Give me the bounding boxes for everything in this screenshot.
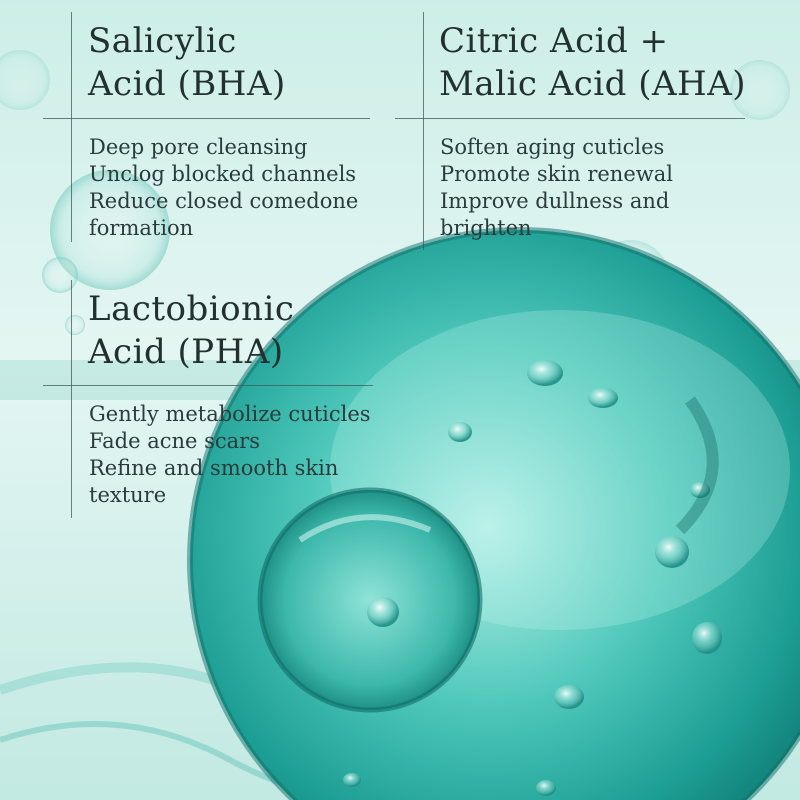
- benefit-item: Soften aging cuticles: [440, 135, 665, 159]
- divider-horizontal: [43, 385, 373, 386]
- benefit-item: Promote skin renewal: [440, 162, 673, 186]
- benefit-item: Fade acne scars: [89, 429, 260, 453]
- section-title: [439, 20, 746, 106]
- title-line: Lactobionic: [88, 289, 295, 329]
- benefit-item: Improve dullness and: [440, 189, 670, 213]
- section-title: [88, 20, 286, 106]
- divider-vertical: [423, 12, 424, 250]
- divider-vertical: [71, 280, 72, 518]
- benefit-item: texture: [89, 483, 167, 507]
- benefit-item: Unclog blocked channels: [89, 162, 357, 186]
- benefit-item: Reduce closed comedone: [89, 189, 359, 213]
- title-line: Citric Acid +: [439, 21, 669, 61]
- benefit-item: formation: [89, 216, 194, 240]
- divider-horizontal: [43, 118, 370, 119]
- title-line: Malic Acid (AHA): [439, 64, 747, 104]
- benefit-list: [89, 401, 371, 509]
- divider-vertical: [71, 12, 72, 242]
- title-line: Acid (BHA): [88, 64, 286, 104]
- section-title: [88, 288, 294, 374]
- benefit-list: [440, 134, 673, 242]
- benefit-item: Refine and smooth skin: [89, 456, 339, 480]
- benefit-item: brighten: [440, 216, 532, 240]
- title-line: Salicylic: [88, 21, 237, 61]
- divider-horizontal: [395, 118, 745, 119]
- benefit-item: Gently metabolize cuticles: [89, 402, 371, 426]
- benefit-list: [89, 134, 358, 242]
- title-line: Acid (PHA): [88, 332, 284, 372]
- benefit-item: Deep pore cleansing: [89, 135, 308, 159]
